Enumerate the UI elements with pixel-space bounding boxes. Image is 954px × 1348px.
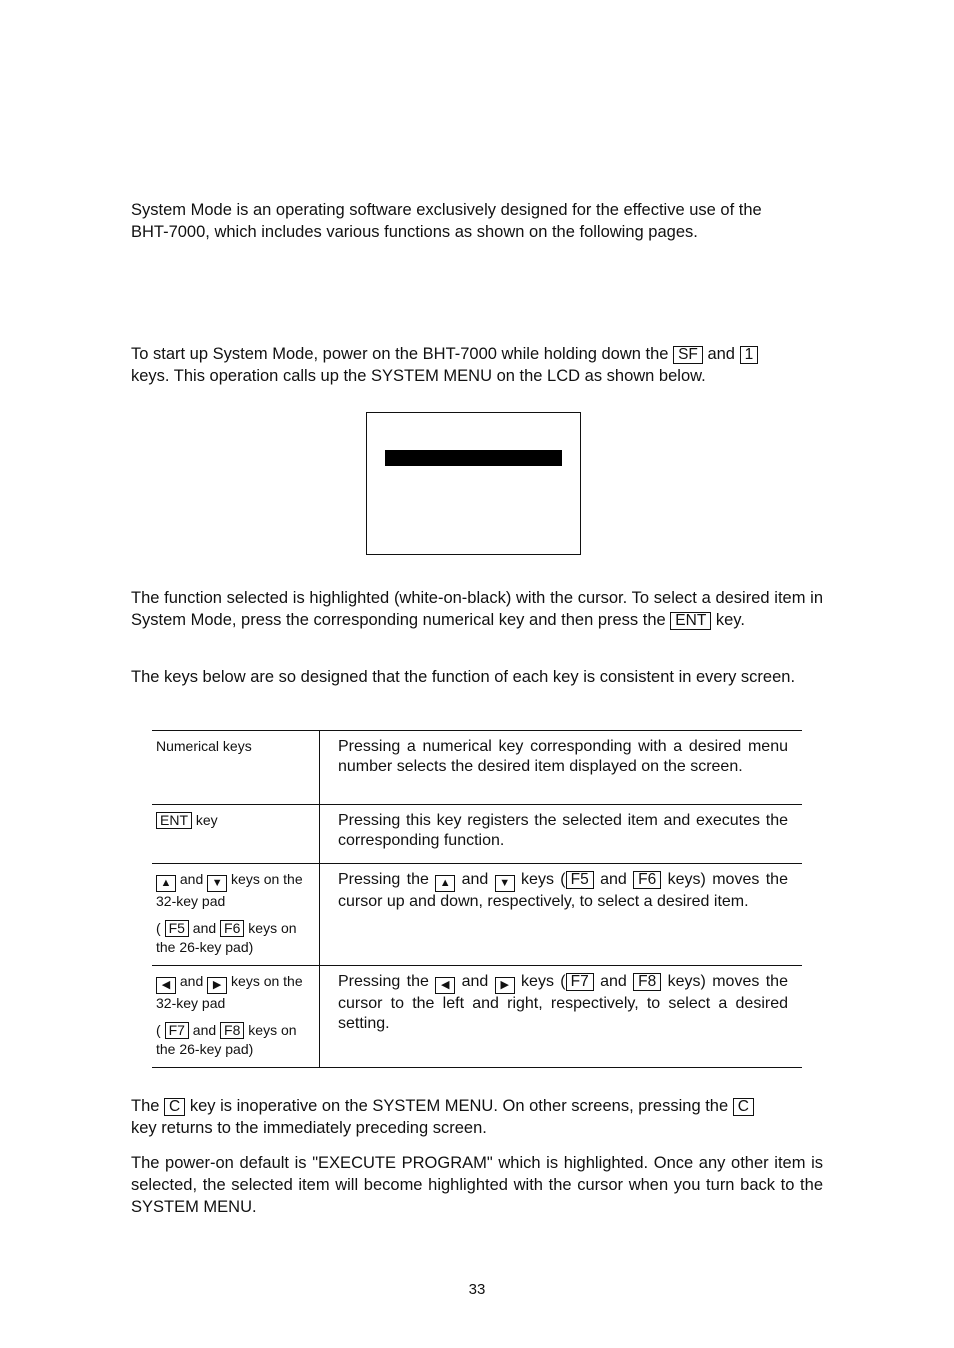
up-arrow-key-icon: ▲ [435,875,455,892]
numerical-keys-label: Numerical keys [156,738,252,754]
ent-key: ENT [670,612,711,630]
sf-key: SF [673,346,703,364]
key-function-table [152,730,802,1068]
startup-line-2: keys. This operation calls up the SYSTEM MENU on the LCD as shown below. [131,367,706,385]
key-cell [152,966,320,1068]
ckey-text: The [131,1097,165,1115]
desc-text: keys) moves the cursor to the left and right, respectively, to select a desired setting. [338,973,788,1032]
ent-key-desc: Pressing this key registers the selected item and executes the corresponding function. [338,812,788,849]
ckey-text: key is inoperative on the SYSTEM MENU. On other screens, pressing the [185,1097,733,1115]
intro-line-1: System Mode is an operating software exclusively designed for the effective use of the [131,201,762,219]
description-cell [320,805,803,864]
and-text: and [593,871,634,888]
f5-key: F5 [165,920,189,937]
description-cell [320,864,803,966]
keys-on-32-text: keys on the 32-key pad [156,871,303,909]
table-row [152,805,802,864]
paren-text: ( [156,1022,165,1038]
keys-on-32-text: keys on the 32-key pad [156,973,303,1011]
table-row [152,864,802,966]
selection-paragraph [131,587,823,631]
ckey-line-2: key returns to the immediately preceding screen. [131,1119,487,1137]
selection-text: The function selected is highlighted (white-on-black) with the cursor. To select a desired item in System Mode, press the corresponding numerical key and then press the [131,589,823,629]
ent-key: ENT [156,812,192,829]
c-key: C [164,1098,185,1116]
left-arrow-key-icon: ◀ [435,977,455,994]
left-arrow-key-icon: ◀ [156,977,176,994]
right-arrow-key-icon: ▶ [207,977,227,994]
f7-key: F7 [566,973,594,991]
key-cell [152,731,320,805]
default-paragraph: The power-on default is "EXECUTE PROGRAM" which is highlighted. Once any other item is selected, the selected item will become highlighted with the cursor when you turn back to the SYSTEM MENU. [131,1154,823,1216]
f7-key: F7 [165,1022,189,1039]
and-text: and [188,920,221,936]
startup-paragraph [131,343,823,387]
desc-text: keys ( [514,973,566,990]
alt-keys-26 [156,919,315,957]
right-arrow-key-icon: ▶ [495,977,515,994]
paren-text: ( [156,920,165,936]
keys-intro-paragraph: The keys below are so designed that the function of each key is consistent in every screen. [131,668,796,686]
and-text: and [455,973,495,990]
f8-key: F8 [633,973,661,991]
startup-text: To start up System Mode, power on the BHT-7000 while holding down the [131,345,674,363]
keys-on-26-text: keys on the 26-key pad) [156,1022,297,1057]
f5-key: F5 [566,871,594,889]
desc-text: Pressing the [338,871,436,888]
alt-keys-26 [156,1021,315,1059]
lcd-screen [366,412,581,555]
numerical-keys-desc: Pressing a numerical key corresponding with a desired menu number selects the desired item displayed on the screen. [338,738,788,775]
intro-paragraph [131,199,823,243]
key-cell [152,864,320,966]
table-row [152,966,802,1068]
page-number: 33 [468,1281,486,1298]
f6-key: F6 [633,871,661,889]
lcd-highlight-cursor [385,450,562,466]
description-cell [320,731,803,805]
intro-line-2: BHT-7000, which includes various functions as shown on the following pages. [131,223,698,241]
keys-on-26-text: keys on the 26-key pad) [156,920,297,955]
and-text: and [188,1022,221,1038]
and-text: and [176,973,208,989]
down-arrow-key-icon: ▼ [495,875,515,892]
c-key: C [733,1098,754,1116]
and-text: and [455,871,495,888]
and-text: and [702,345,740,363]
table-row [152,731,802,805]
key-cell [152,805,320,864]
c-key-paragraph [131,1095,823,1139]
f6-key: F6 [220,920,244,937]
f8-key: F8 [220,1022,244,1039]
desc-text: keys ( [514,871,566,888]
desc-text: Pressing the [338,973,436,990]
desc-text: keys) moves the cursor up and down, respectively, to select a desired item. [338,871,788,910]
and-text: and [593,973,634,990]
down-arrow-key-icon: ▼ [207,875,227,892]
description-cell [320,966,803,1068]
key-suffix: key [192,812,218,828]
up-arrow-key-icon: ▲ [156,875,176,892]
and-text: and [176,871,208,887]
selection-tail: key. [711,611,745,629]
one-key: 1 [740,346,759,364]
